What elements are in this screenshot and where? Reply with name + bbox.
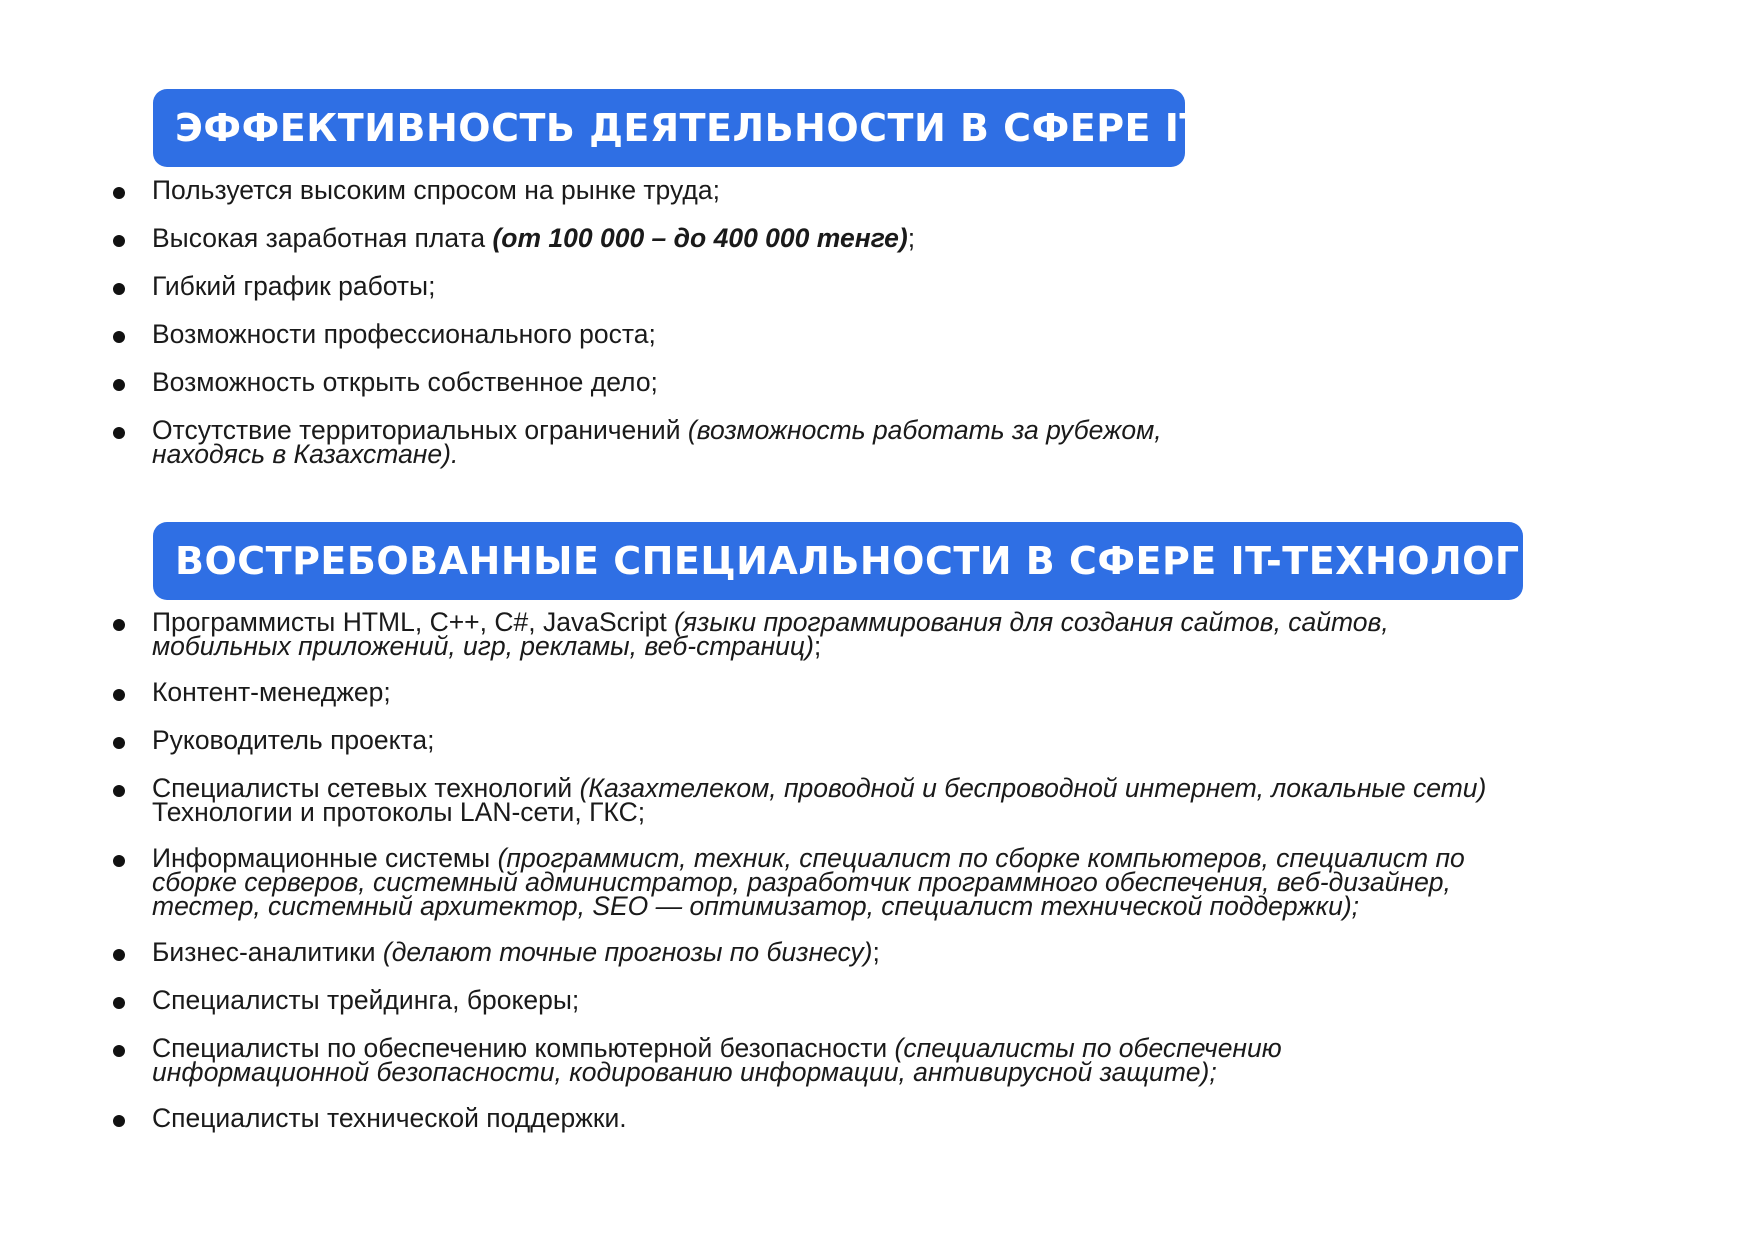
list-item: Специалисты сетевых технологий (Казахтелеком, проводной и беспроводной интернет, локальные сети) Технологии и протоколы LAN-сети, ГКС;	[112, 776, 1714, 824]
section-header-professions: ВОСТРЕБОВАННЫЕ СПЕЦИАЛЬНОСТИ В СФЕРЕ IT-ТЕХНОЛОГИЙ	[153, 522, 1523, 600]
list-item: Бизнес-аналитики (делают точные прогнозы по бизнесу);	[112, 940, 1714, 964]
list-item: Специалисты по обеспечению компьютерной безопасности (специалисты по обеспечению информационной безопасности, кодированию информации, антивирусной защите);	[112, 1036, 1714, 1084]
list-item: Пользуется высоким спросом на рынке труда;	[112, 178, 1714, 202]
list-item: Отсутствие территориальных ограничений (возможность работать за рубежом, находясь в Казахстане).	[112, 418, 1714, 466]
section-header-efficiency: ЭФФЕКТИВНОСТЬ ДЕЯТЕЛЬНОСТИ В СФЕРЕ IT	[153, 89, 1185, 167]
list-item: Контент-менеджер;	[112, 680, 1714, 704]
list-item: Гибкий график работы;	[112, 274, 1714, 298]
salary-range: (от 100 000 – до 400 000 тенге)	[492, 223, 908, 253]
list-item: Высокая заработная плата (от 100 000 – до 400 000 тенге);	[112, 226, 1714, 250]
list-item: Возможность открыть собственное дело;	[112, 370, 1714, 394]
list-item: Специалисты трейдинга, брокеры;	[112, 988, 1714, 1012]
list-item: Руководитель проекта;	[112, 728, 1714, 752]
list-item: Информационные системы (программист, техник, специалист по сборке компьютеров, специалист по сборке серверов, системный администратор, разработчик программного обеспечения, веб-дизайнер, тестер, системный архитектор, SEO — оптимизатор, специалист технической поддержки);	[112, 846, 1714, 918]
professions-list	[112, 607, 1714, 1154]
efficiency-list	[112, 175, 1714, 488]
list-item: Программисты HTML, C++, C#, JavaScript (языки программирования для создания сайтов, сайтов, мобильных приложений, игр, рекламы, веб-страниц);	[112, 610, 1714, 658]
list-item: Специалисты технической поддержки.	[112, 1106, 1714, 1130]
list-item: Возможности профессионального роста;	[112, 322, 1714, 346]
